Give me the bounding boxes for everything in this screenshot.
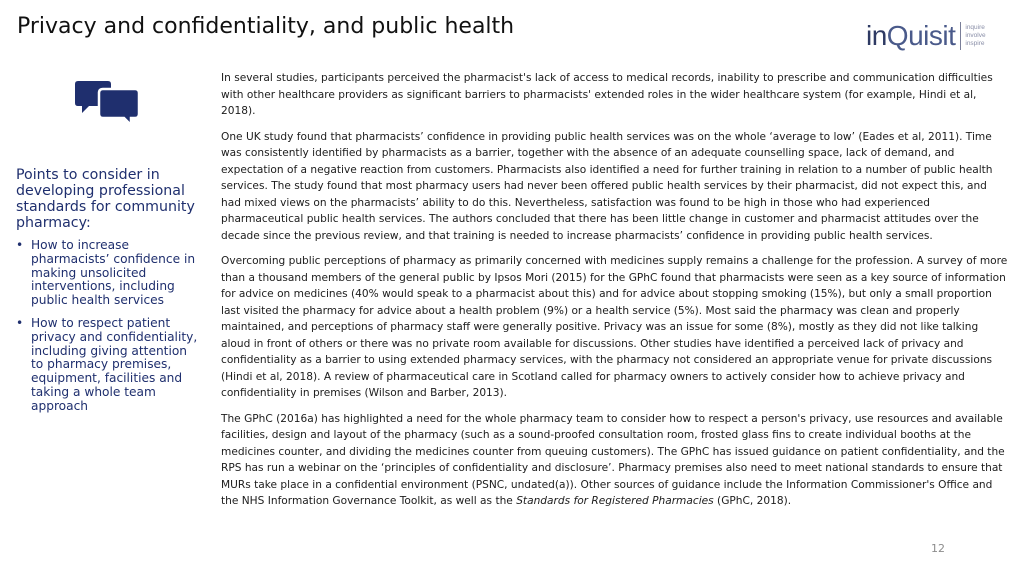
paragraph-4: The GPhC (2016a) has highlighted a need for the whole pharmacy team to consider how to respect a person's privacy, use resources and available facilities, design and layout of the pharmacy (such as a sound-proofed consultation room, frosted glass fins to create individual booths at the medicines counter, and dividing the medicines counter from queuing customers). The GPhC has issued guidance on patient confidentiality, and the RPS has run a webinar on the ‘principles of confidentiality and disclosure’. Pharmacy premises also need to meet national standards to ensure that MURs take place in a confidential environment (PSNC, undated(a)). Other sources of guidance include the Information Commissioner's Office and the NHS Information Governance Toolkit, as well as the Standards for Registered Pharmacies (GPhC, 2018). (221, 412, 1005, 507)
points-heading: Points to consider in developing professional standards for community pharmacy: (16, 167, 195, 231)
main-text (221, 70, 1009, 519)
logo-tagline: inquire involve inspire (965, 24, 986, 47)
standards-title: Standards for Registered Pharmacies (516, 495, 714, 507)
list-item: • How to increase pharmacists’ confidence in making unsolicited interventions, including public health services (16, 239, 200, 308)
logo-divider (960, 22, 961, 50)
page-title: Privacy and confidentiality, and public health (17, 14, 515, 39)
paragraph-1: In several studies, participants perceived the pharmacist's lack of access to medical records, inability to prescribe and communication difficulties with other healthcare providers as significant barriers to pharmacists' extended roles in the wider healthcare system (for example, Hindi et al, 2018). (221, 72, 993, 117)
points-list (16, 239, 200, 414)
logo-wordmark: inQuisit (866, 20, 956, 51)
paragraph-3: Overcoming public perceptions of pharmacy as primarily concerned with medicines supply remains a challenge for the profession. A survey of more than a thousand members of the general public by Ipsos Mori (2015) for the GPhC found that pharmacists were seen as a key source of information for advice on medicines (40% would speak to a pharmacist about this) and for advice about stopping smoking (15%), but only a small proportion last visited the pharmacy for advice about a health problem (9%) or a health service (5%). Most said the pharmacy was clean and properly maintained, and perceptions of pharmacy staff were generally positive. Privacy was an issue for some (8%), mostly as they did not like talking aloud in front of others or there was no private room available for discussions. Other studies have identified a perceived lack of privacy and confidentiality as a barrier to using extended pharmacy services, with the pharmacy not considered an appropriate venue for private discussions (Hindi et al, 2018). A review of pharmaceutical care in Scotland called for pharmacy owners to actively consider how to achieve privacy and confidentiality in premises (Wilson and Barber, 2013). (221, 255, 1008, 399)
points-to-consider-panel (16, 167, 200, 423)
chat-bubbles-icon (75, 79, 141, 127)
list-item: • How to respect patient privacy and confidentiality, including giving attention to pharmacy premises, equipment, facilities and taking a whole team approach (16, 317, 200, 414)
inquisit-logo (866, 20, 986, 52)
paragraph-2: One UK study found that pharmacists’ confidence in providing public health services was on the whole ‘average to low’ (Eades et al, 2011). Time was consistently identified by pharmacists as a barrier, together with the absence of an adequate counselling space, lack of demand, and expectation of a negative reaction from customers. Pharmacists also identified a need for further training in relation to a number of public health services. The study found that most pharmacy users had never been offered public health services by their pharmacist, did not expect this, and had mixed views on the pharmacists’ ability to do this. Nevertheless, satisfaction was found to be high in those who had experienced pharmaceutical public health services. The authors concluded that there has been little change in customer and pharmacist attitudes over the decade since the previous review, and that training is needed to increase pharmacists’ confidence in providing public health services. (221, 130, 993, 242)
page-number: 12 (931, 542, 945, 555)
